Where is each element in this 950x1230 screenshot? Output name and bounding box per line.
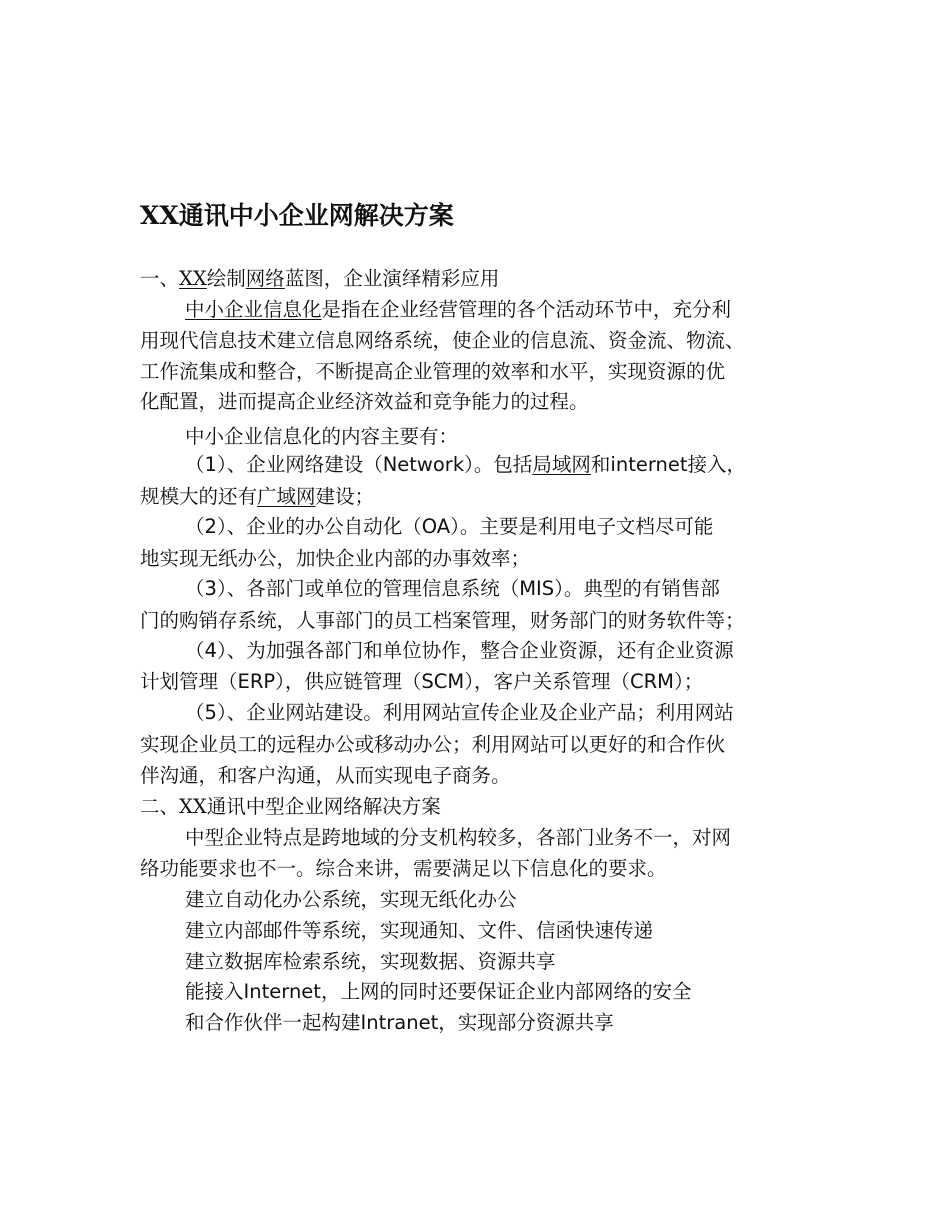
p1-line3: 工作流集成和整合，不断提高企业管理的效率和水平，实现资源的优 [140,360,726,383]
scm-term: SCM [421,670,465,693]
item2-oa-term: OA [421,515,451,538]
item1-text-e: 接入， [687,453,747,476]
item2-line2: 地实现无纸办公，加快企业内部的办事效率； [140,547,531,570]
item4-line2-b: ），供应链管理（ [275,670,422,693]
item4-number: 4 [204,639,217,662]
item3-number: 3 [204,577,217,600]
item3-text-b: ）、各部门或单位的管理信息系统（ [216,577,520,600]
requirement-4-b: ，上网的同时还要保证企业内部网络的安全 [320,980,692,1003]
item3-mis-term: MIS [519,577,555,600]
item1-network-term: Network [382,453,465,476]
section1-mid: 绘制 [206,267,246,290]
p1-line4: 化配置，进而提高企业经济效益和竞争能力的过程。 [140,390,589,413]
lan-link[interactable]: 局域网 [532,453,591,476]
network-link[interactable]: 网络 [245,267,285,290]
p3-line2: 络功能要求也不一。综合来讲，需要满足以下信息化的要求。 [140,857,667,880]
item2-text-b: ）、企业的办公自动化（ [216,515,422,538]
item2-text-c: ）。主要是利用电子文档尽可能 [450,515,714,538]
item4-line1 [185,638,734,664]
p3-line1: 中型企业特点是跨地域的分支机构较多，各部门业务不一，对网 [185,826,732,849]
section1-rest: 蓝图，企业演绎精彩应用 [284,267,500,290]
erp-term: ERP [237,670,276,693]
document-title: XX通讯中小企业网解决方案 [140,201,454,230]
requirement-1: 建立自动化办公系统，实现无纸化办公 [185,888,517,911]
item2-number: 2 [204,515,217,538]
crm-term: CRM [630,670,675,693]
item3-text-c: ）。典型的有销售部 [554,577,720,600]
section1-prefix: 一、 [140,267,180,290]
item3-paren-open: （ [185,577,205,600]
section1-heading [140,266,499,292]
p1-line2: 用现代信息技术建立信息网络系统，使企业的信息流、资金流、物流、 [140,329,745,352]
requirement-5-a: 和合作伙伴一起构建 [185,1011,361,1034]
requirement-4-a: 能接入 [185,980,244,1003]
item2-line1 [185,514,713,540]
item1-text-d: 和 [590,453,611,476]
p1-line1-rest: 是指在企业经营管理的各个活动环节中，充分利 [321,298,732,321]
item1-internet-term: internet [610,453,688,476]
item1-line2 [140,484,374,510]
item5-paren-open: （ [185,701,205,724]
item1-line2-b: 建设； [315,485,375,508]
item5-line3: 伴沟通，和客户沟通，从而实现电子商务。 [140,764,511,787]
item5-line1 [185,700,734,726]
requirement-3: 建立数据库检索系统，实现数据、资源共享 [185,950,556,973]
item3-line1 [185,576,720,602]
item5-text-b: ）、企业网站建设。利用网站宣传企业及企业产品；利用网站 [216,701,734,724]
requirement-5 [185,1010,614,1036]
intranet-term: Intranet [360,1011,439,1034]
requirement-5-b: ，实现部分资源共享 [438,1011,614,1034]
sme-informatization-link[interactable]: 中小企业信息化 [185,298,322,321]
item5-line2: 实现企业员工的远程办公或移动办公；利用网站可以更好的和合作伙 [140,733,726,756]
section2-heading: 二、XX通讯中型企业网络解决方案 [140,795,441,818]
item4-text-b: ）、为加强各部门和单位协作，整合企业资源，还有企业资源 [216,639,734,662]
item1-line2-a: 规模大的还有 [140,485,258,508]
p1-line1 [185,297,731,323]
item1-line1 [185,452,746,478]
item4-paren-open: （ [185,639,205,662]
xx-link[interactable]: XX [179,267,207,290]
item1-paren-open: （ [185,453,205,476]
item4-line2-d: ）； [674,670,704,693]
item4-line2-a: 计划管理（ [140,670,238,693]
internet-term: Internet [243,980,321,1003]
item5-number: 5 [204,701,217,724]
item1-text-c: ）。包括 [464,453,533,476]
wan-link[interactable]: 广域网 [257,485,316,508]
item4-line2-c: ），客户关系管理（ [464,670,631,693]
item2-paren-open: （ [185,515,205,538]
requirement-4 [185,979,691,1005]
item3-line2: 门的购销存系统，人事部门的员工档案管理，财务部门的财务软件等； [140,609,745,632]
item1-number: 1 [204,453,217,476]
requirement-2: 建立内部邮件等系统，实现通知、文件、信函快速传递 [185,919,654,942]
item1-text-b: ）、企业网络建设（ [216,453,383,476]
item4-line2 [140,669,703,695]
p2: 中小企业信息化的内容主要有： [185,425,459,448]
